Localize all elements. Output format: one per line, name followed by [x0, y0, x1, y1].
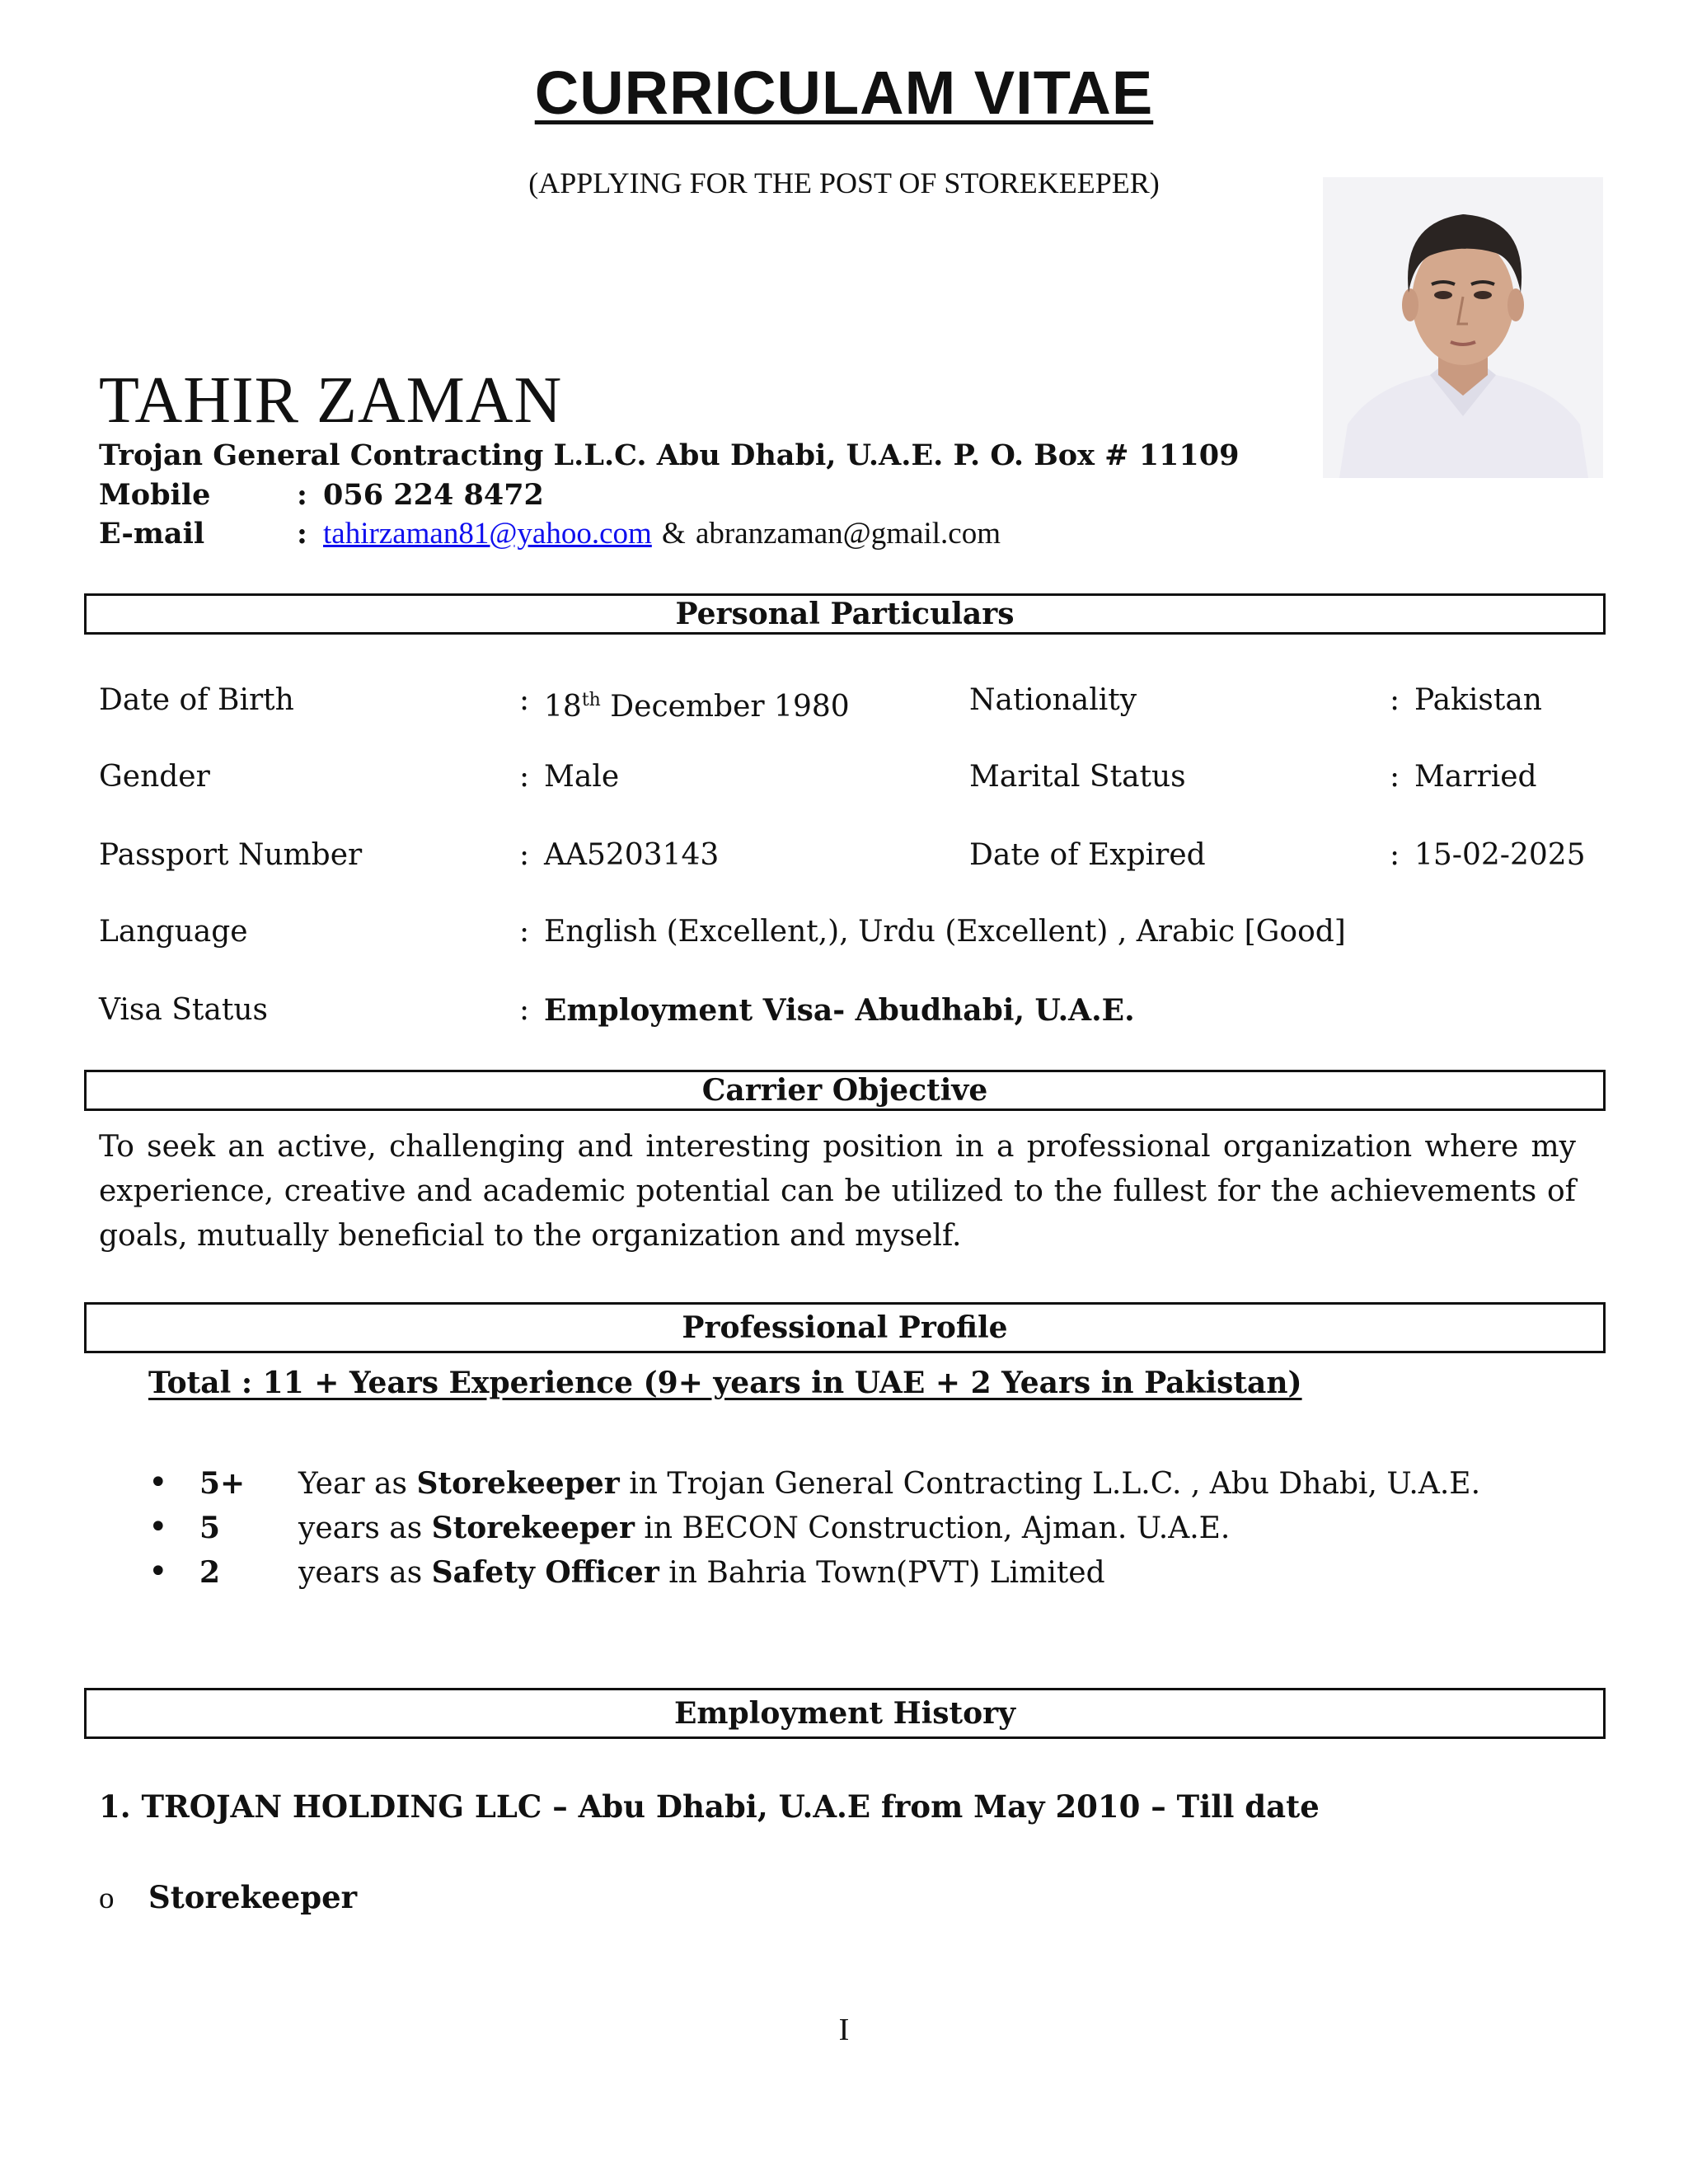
mobile-row — [99, 476, 544, 514]
profile-item-post: in Trojan General Contracting L.L.C. , Abu Dhabi, U.A.E. — [619, 1467, 1481, 1501]
marital-value: Married — [1414, 760, 1537, 794]
profile-item-years: 2 — [199, 1555, 221, 1590]
language-colon: : — [519, 915, 530, 949]
marital-label: Marital Status — [969, 760, 1186, 794]
profile-item-post: in BECON Construction, Ajman. U.A.E. — [634, 1511, 1231, 1545]
email-joiner: & — [662, 517, 686, 551]
dob-colon: : — [519, 683, 530, 717]
applicant-photo — [1323, 177, 1603, 478]
expiry-colon: : — [1390, 838, 1400, 872]
nationality-label: Nationality — [969, 683, 1137, 717]
employment-heading: Employment History — [84, 1688, 1606, 1739]
visa-value: Employment Visa- Abudhabi, U.A.E. — [544, 993, 1135, 1028]
nationality-colon: : — [1390, 683, 1400, 717]
email-colon: : — [297, 517, 307, 551]
profile-item-role: Safety Officer — [431, 1555, 659, 1590]
page-number: I — [838, 2013, 850, 2047]
nationality-value: Pakistan — [1414, 683, 1542, 717]
bullet-icon: • — [148, 1553, 168, 1591]
applicant-name: TAHIR ZAMAN — [99, 364, 563, 437]
visa-colon: : — [519, 993, 530, 1027]
portrait-image — [1323, 177, 1603, 478]
profile-item-role: Storekeeper — [431, 1511, 635, 1545]
expiry-label: Date of Expired — [969, 838, 1206, 872]
marital-colon: : — [1390, 760, 1400, 794]
dob-day: 18 — [544, 690, 582, 724]
expiry-value: 15-02-2025 — [1414, 838, 1586, 872]
dob-suffix: th — [581, 690, 601, 710]
email-row — [99, 515, 1001, 553]
job-entry-title: 1. TROJAN HOLDING LLC – Abu Dhabi, U.A.E from May 2010 – Till date — [99, 1788, 1320, 1825]
language-value: English (Excellent,), Urdu (Excellent) , Arabic [Good] — [544, 915, 1346, 949]
email-secondary: abranzaman@gmail.com — [695, 517, 1001, 551]
company-address: Trojan General Contracting L.L.C. Abu Dhabi, U.A.E. P. O. Box # 11109 — [99, 438, 1240, 472]
gender-value: Male — [544, 760, 620, 794]
gender-colon: : — [519, 760, 530, 794]
cv-title-text: CURRICULAM VITAE — [534, 59, 1154, 127]
cv-title — [0, 56, 1688, 130]
job-role: Storekeeper — [148, 1879, 358, 1915]
profile-item-years: 5 — [199, 1511, 221, 1545]
email-label: E-mail — [99, 517, 205, 551]
dob-value — [544, 682, 850, 726]
role-marker: o — [99, 1882, 115, 1915]
email-primary-link[interactable]: tahirzaman81@yahoo.com — [323, 517, 652, 551]
mobile-colon: : — [297, 478, 307, 512]
gender-label: Gender — [99, 760, 210, 794]
profile-item-pre: years as — [298, 1556, 432, 1590]
cv-subtitle: (APPLYING FOR THE POST OF STOREKEEPER) — [528, 166, 1160, 199]
profile-item-years: 5+ — [199, 1466, 246, 1501]
bullet-icon: • — [148, 1464, 168, 1502]
profile-item — [148, 1508, 1230, 1548]
profile-item-pre: Year as — [298, 1467, 417, 1501]
mobile-value: 056 224 8472 — [323, 478, 544, 512]
total-experience: Total : 11 + Years Experience (9+ years in UAE + 2 Years in Pakistan) — [148, 1366, 1302, 1400]
profile-item — [148, 1553, 1105, 1592]
objective-heading: Carrier Objective — [84, 1070, 1606, 1111]
language-label: Language — [99, 915, 248, 949]
bullet-icon: • — [148, 1508, 168, 1546]
passport-label: Passport Number — [99, 838, 363, 872]
profile-heading: Professional Profile — [84, 1302, 1606, 1353]
profile-item-role: Storekeeper — [416, 1466, 620, 1501]
dob-rest: December 1980 — [610, 690, 850, 724]
mobile-label: Mobile — [99, 478, 211, 512]
objective-text: To seek an active, challenging and interesting position in a professional organization where my experience, creative and academic potential can be utilized to the fullest for the achievements of goals, mutually beneficial to the organization and myself. — [99, 1130, 1576, 1253]
dob-label: Date of Birth — [99, 683, 294, 717]
profile-item-post: in Bahria Town(PVT) Limited — [659, 1556, 1105, 1590]
profile-item-pre: years as — [298, 1511, 432, 1545]
profile-item — [148, 1464, 1480, 1503]
passport-colon: : — [519, 838, 530, 872]
job-role-row — [99, 1877, 357, 1919]
passport-value: AA5203143 — [544, 838, 720, 872]
personal-particulars-heading: Personal Particulars — [84, 593, 1606, 635]
visa-label: Visa Status — [99, 993, 268, 1027]
